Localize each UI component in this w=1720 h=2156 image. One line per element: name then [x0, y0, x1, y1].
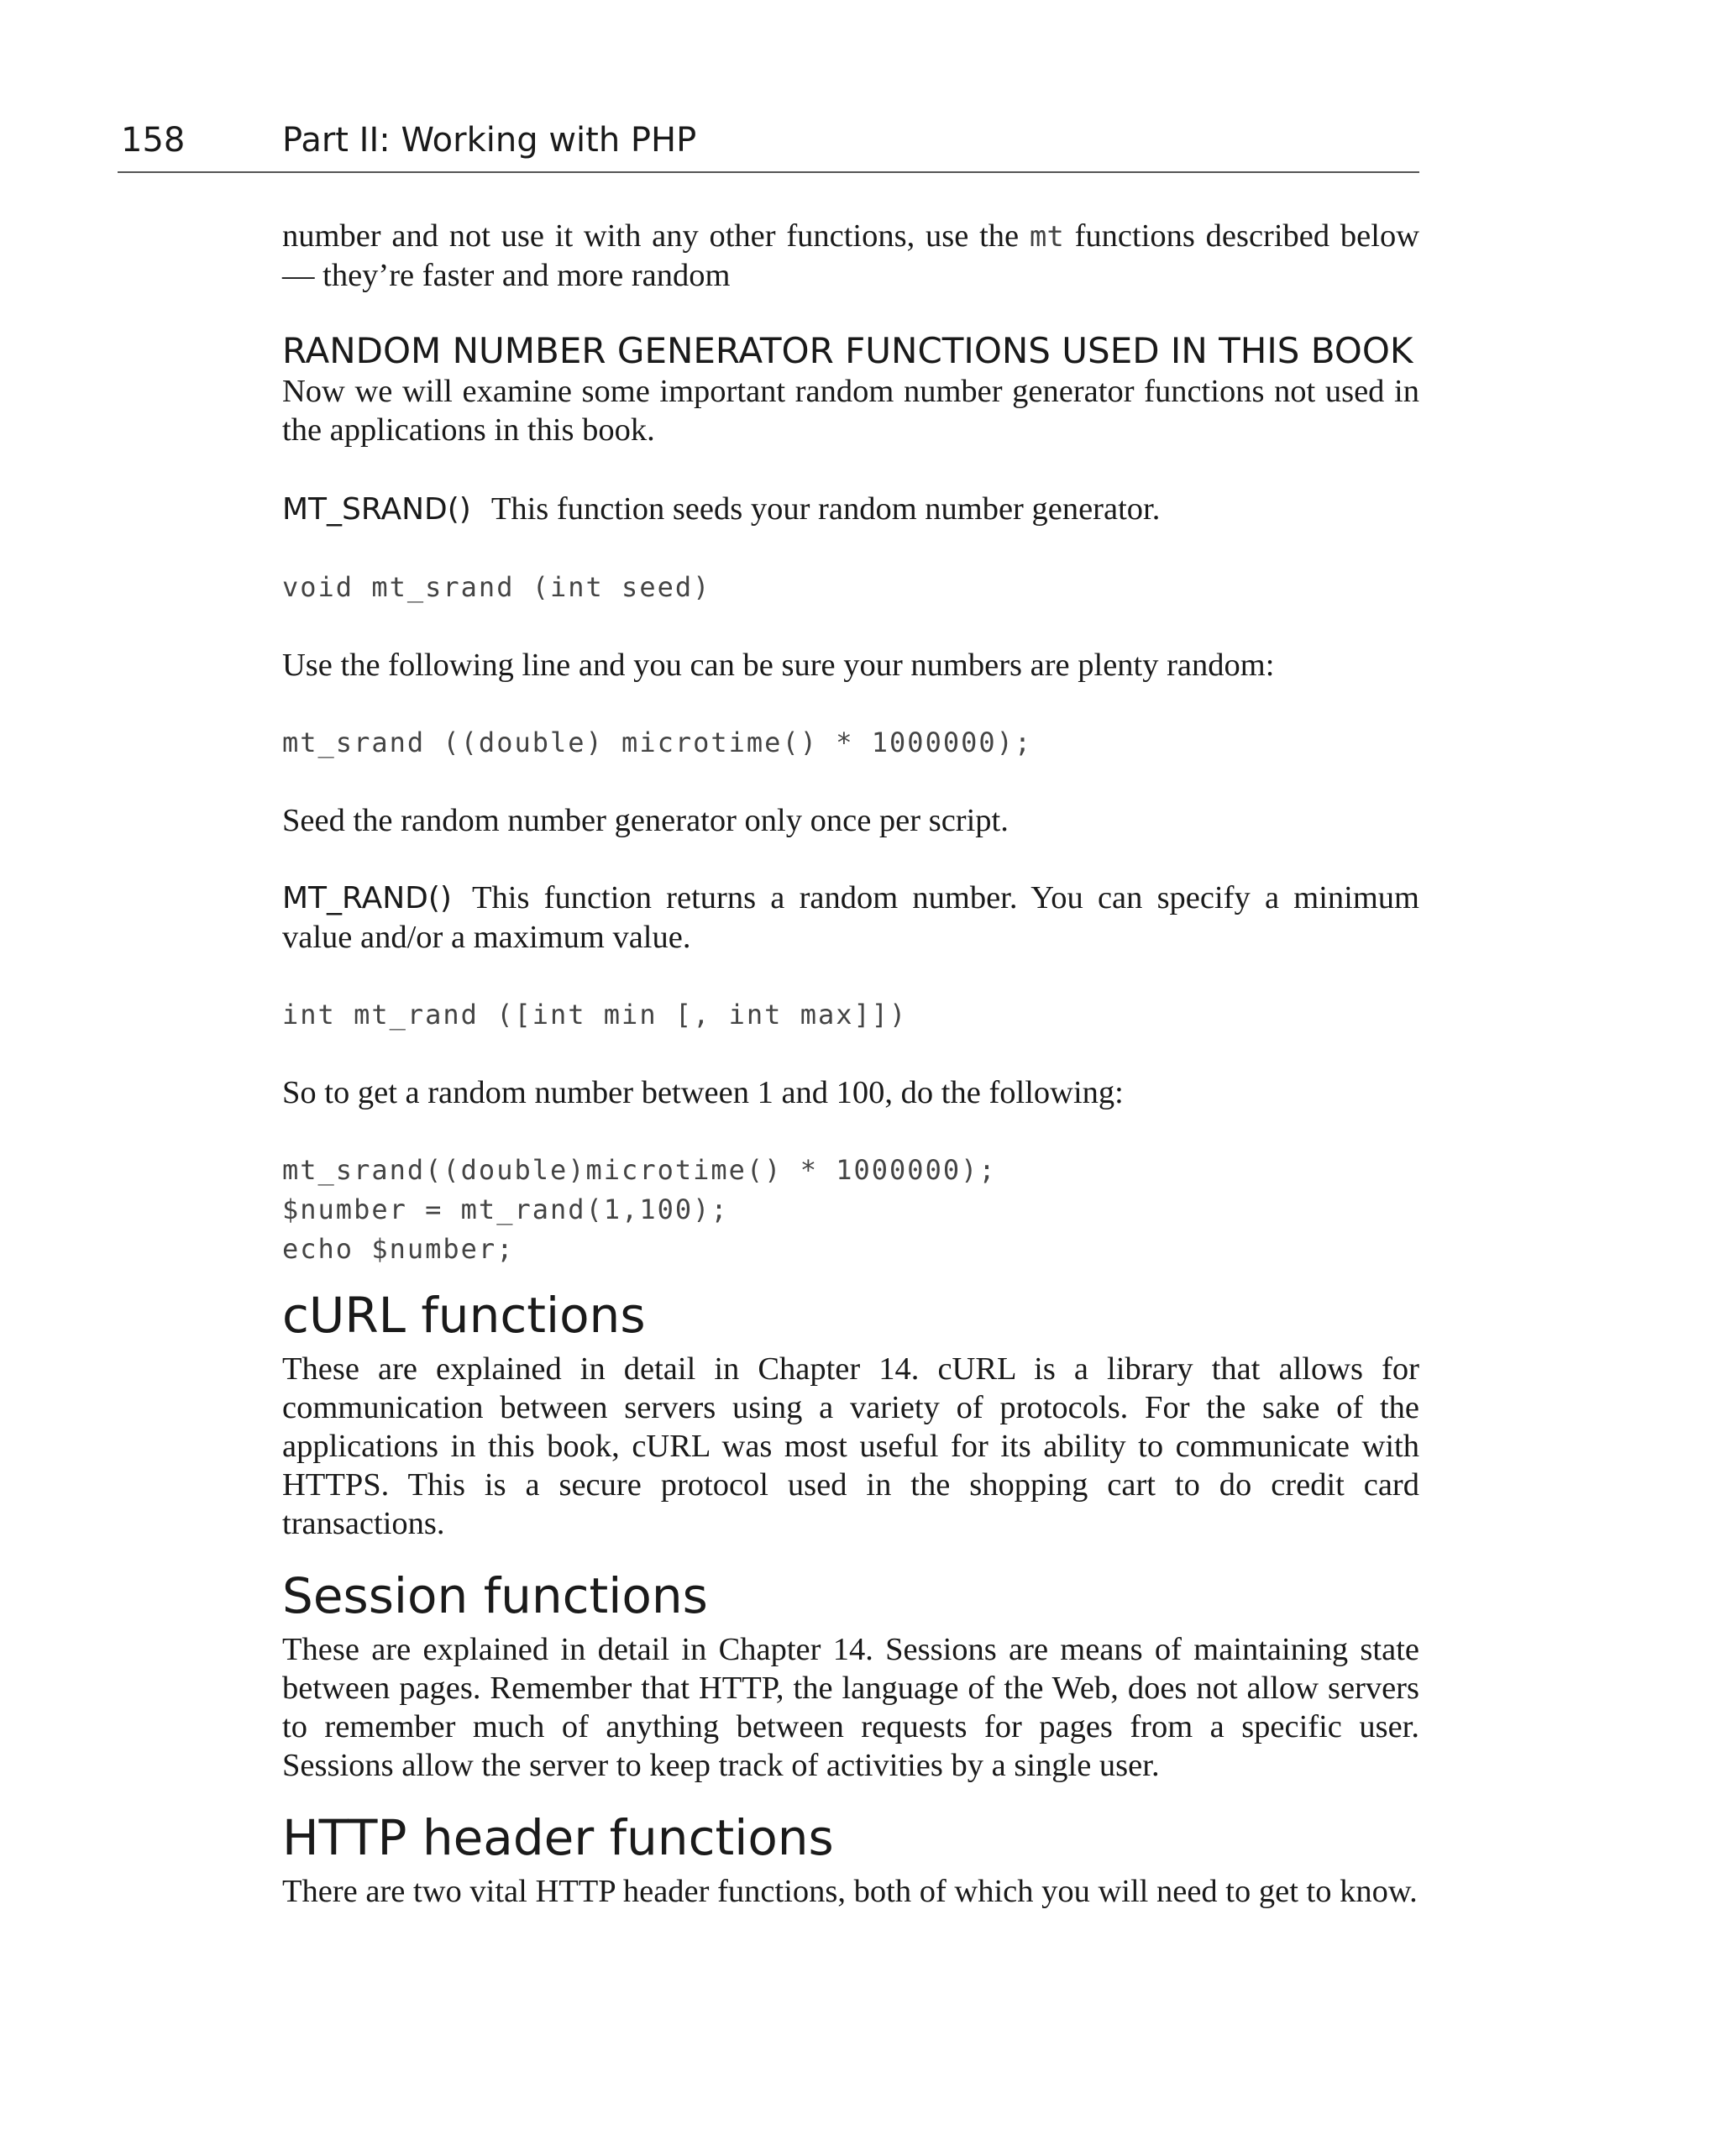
mt-rand-description: This function returns a random number. You can specify a minimum value and/or a maximum value.: [282, 880, 1419, 955]
mt-srand-signature: void mt_srand (int seed): [282, 571, 711, 603]
rng-heading: RANDOM NUMBER GENERATOR FUNCTIONS USED IN THIS BOOK: [282, 330, 1413, 371]
http-paragraph: There are two vital HTTP header functions, both of which you will need to get to know.: [282, 1874, 1418, 1909]
mt-rand-usage: So to get a random number between 1 and 100, do the following:: [282, 1075, 1124, 1110]
mt-srand-description: This function seeds your random number generator.: [490, 491, 1161, 527]
page-content: [282, 217, 1419, 1911]
inline-code-mt: mt: [1029, 220, 1064, 254]
intro-text-end: functions described below — they’re faster and more random: [282, 218, 1419, 293]
mt-rand-signature: int mt_rand ([int min [, int max]]): [282, 999, 908, 1031]
mt-rand-paragraph: [282, 879, 1419, 957]
mt-srand-note: Seed the random number generator only once per script.: [282, 803, 1009, 838]
page-header: [118, 118, 1419, 173]
intro-text-start: number and not use it with any other functions, use the: [282, 218, 1030, 254]
session-paragraph: These are explained in detail in Chapter 14. Sessions are means of maintaining state between pages. Remember that HTTP, the language of the Web, does not allow servers to remember much of anything between requests for pages from a specific user. Sessions allow the server to keep track of activities by a single user.: [282, 1632, 1419, 1783]
page-number: 158: [121, 121, 186, 160]
mt-srand-paragraph: [282, 490, 1419, 529]
intro-paragraph: [282, 217, 1419, 295]
curl-paragraph: These are explained in detail in Chapter 14. cURL is a library that allows for communication between servers using a variety of protocols. For the sake of the applications in this book, cURL was most useful for its ability to communicate with HTTPS. This is a secure protocol used in the shopping cart to do credit card transactions.: [282, 1351, 1419, 1541]
mt-srand-run-head: MT_SRAND(): [282, 492, 471, 527]
mt-srand-usage: Use the following line and you can be sure your numbers are plenty random:: [282, 648, 1275, 683]
curl-heading: cURL functions: [282, 1287, 646, 1344]
code-block: [282, 1151, 1419, 1269]
mt-rand-run-head: MT_RAND(): [282, 881, 452, 915]
code-line: $number = mt_rand(1,100);: [282, 1193, 729, 1225]
http-heading: HTTP header functions: [282, 1809, 834, 1866]
session-heading: Session functions: [282, 1567, 708, 1624]
code-line: echo $number;: [282, 1233, 515, 1265]
code-line: mt_srand((double)microtime() * 1000000);: [282, 1154, 997, 1186]
rng-intro-paragraph: Now we will examine some important random number generator functions not used in the applications in this book.: [282, 374, 1419, 448]
mt-srand-example: mt_srand ((double) microtime() * 1000000);: [282, 727, 1033, 758]
running-head: Part II: Working with PHP: [282, 121, 697, 160]
